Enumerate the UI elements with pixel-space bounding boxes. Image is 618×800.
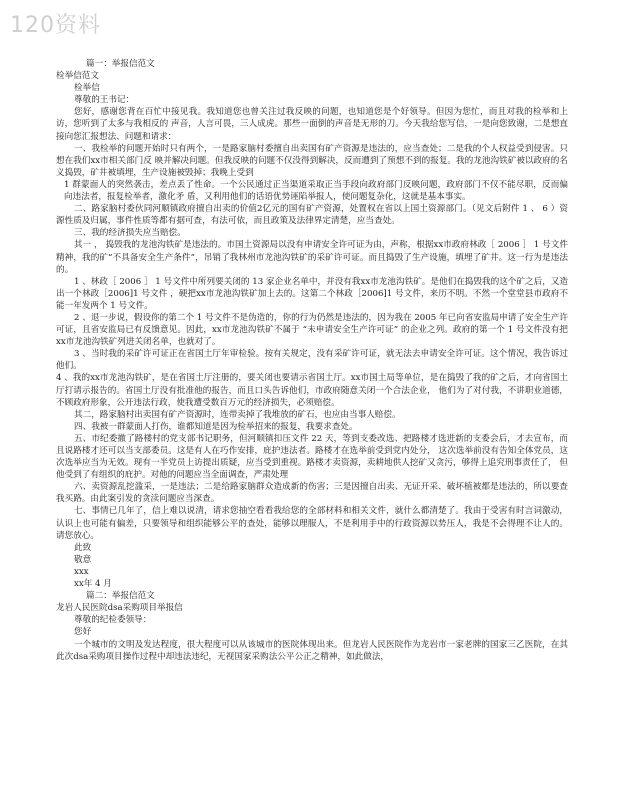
paragraph: 一个城市的文明及发达程度，很大程度可以从该城市的医院体现出来。但龙岩人民医院作为龙岩市一家老牌的国家三乙医院，在其此次dsa采购项目操作过程中却违法违纪，无视国家采购法公平公正之精神，如此做法， <box>56 639 568 662</box>
paragraph: 龙岩人民医院dsa采购项目举报信 <box>56 603 183 614</box>
paragraph: 4 、我的xx市龙池沟铁矿，是在省国土厅注册的，要关闭也要请示省国土厅。xx市国土局等单位，是在捣毁了我的矿之后，才向省国土厅打请示报告的。省国土厅没有批准他的报告，而且口头告诉他们，市政府随意关闭一个合法企业， 他们为了对付我，不讲职业道德，不顾政府形象，公开违法行政，使我遭受数百万元的经济损失，必须赔偿。 <box>56 373 568 408</box>
paragraph: 1 群蒙面人的突然袭击，差点丢了性命。一个公民通过正当渠道采取正当手段向政府部门反映问题，政府部门不仅不能尽职，反而偏向违法者，报复检举者，激化矛 盾，又利用他们的话语优势诬陷举报人，使问题复杂化，这就是基本事实。 <box>64 179 568 203</box>
paragraph: 您好，感谢您背在百忙中接见我。我知道您也曾关注过我反映的问题，也知道您是个好领导。但因为您忙，而且对我的检举和上访，您听到了太多与我相反的 声音，人言可畏，三人成虎。那些一面倒的声音是无形的刀。今天我给您写信，一是向您致谢，二是想直接向您汇报想法、问题和请求： <box>56 107 568 142</box>
paragraph: 其一 ， 捣毁我的龙池沟铁矿是违法的。市国土资源局以没有申请安全许可证为由，声称，根据xx市政府林政［ 2006 ］ 1 号文件精神，我的矿“不具备安全生产条件”，吊销了我林州市龙池沟铁矿的采矿许可证。而且捣毁了生产设施，填埋了矿井。这一行为是违法的。 <box>56 240 568 275</box>
paragraph: 2 、退一步说，假设你的第二个 1 号文件不是伪造的，你的行为仍然是违法的，因为我在 2005 年已向省安监局申请了安全生产许可证，且省安监局已有反馈意见。因此，xx市龙池沟铁矿不属于 “未申请安全生产许可证” 的企业之列。政府的第一个 1 号文件没有把xx市龙池沟铁矿列进关闭名单，也就对了。 <box>56 312 568 348</box>
paragraph: xxx <box>74 566 89 577</box>
document-body <box>56 58 568 663</box>
paragraph: 六、卖资源乱挖滥采，一是违法；二是给路家脑群众造成新的伤害；三是因擅自出卖、无证开采、破坏植被都是违法的，所以要查我买路。由此案引发的贪渎问题应当深查。 <box>56 482 568 505</box>
paragraph: 三、我的经济损失应当赔偿。 <box>74 228 186 239</box>
paragraph: 二、路家脑村委伙同河顺镇政府擅自出卖的价值2亿元的国有矿产资源，处置权在省以上国土资源部门。（见文后附件 1 、 6 ）资源性质及归属，事件性质等都有据可查，有法可依，而且政策及法律界定清楚，应当查处。 <box>56 204 568 227</box>
paragraph: 一、我检举的问题开始时只有两个，一是路家脑村委擅自出卖国有矿产资源是违法的，应当查处；二是我的个人权益受到侵害。只想在我们xx市相关部门反 映并解决问题。但我反映的问题不仅没得到解决，反而遭到了预想不到的报复。我的龙池沟铁矿被以政府的名义捣毁，矿井被填埋，生产设施被毁掉；我晚上受到 <box>56 143 568 178</box>
paragraph: 此致 <box>74 542 92 553</box>
paragraph: 检举信 <box>74 83 100 94</box>
paragraph: 五、市纪委撤了路楼村的党支部书记职务，但河顺镇扣压文件 22 天，等到支委改选、把路楼才选进新的支委会后，才去宣布，而且说路楼才还可以当支部委员。这是有人在巧作安排，庇护违法者。路楼才在选举前受到党内处分， 这次选举前没有告知全体党员，这次选举应当为无效。现有一半党员上访提出质疑，应当受到重视。路楼才卖资源，卖耕地供人挖矿又贪污，够得上追究刑事责任了， 但他受到了有组织的庇护。对他的问题应当全面调查，严肃处理 <box>56 433 568 481</box>
paragraph: 七、事情已几年了，信上难以说清，请求您抽空看看我给您的全部材料和相关文件，就什么都清楚了。我由于受害有时言词激动，认识上也可能有偏差，只要领导和组织能够公平的查处，能够以理服人，不是利用手中的行政资源以势压人，我是不会得理不让人的。请您放心。 <box>56 506 568 541</box>
paragraph: 敬意 <box>74 554 92 565</box>
paragraph: xx年 4 月 <box>74 579 112 590</box>
paragraph: 篇二：举报信范文 <box>86 591 155 602</box>
paragraph: 检举信范文 <box>56 71 99 82</box>
paragraph: 四、我被一群蒙面人打伤，谁都知道是因为检举招来的报复，我要求查处。 <box>74 421 358 432</box>
paragraph: 其二，路家脑村出卖国有矿产资源时，连带卖掉了我堆放的矿石，也应由当事人赔偿。 <box>74 409 401 420</box>
paragraph: 您好 <box>74 627 92 638</box>
paragraph: 尊敬的王书记： <box>74 95 135 106</box>
paragraph: 1 、林政［ 2006 ］ 1 号文件中所列要关闭的 13 家企业名单中，并没有我xx市龙池沟铁矿。是他们在捣毁我的这个矿之后，又造出一个林政［2006]1 号文件 ，硬把xx市龙池沟铁矿加上去的。这第二个林政［2006]1 号文件，来历不明。不然一个堂堂县市政府不能一年发两个 1 号文件。 <box>56 276 568 311</box>
paragraph: 尊敬的纪检委领导： <box>74 615 152 626</box>
watermark-logo: 120资料 <box>10 13 101 38</box>
paragraph: 篇一：举报信范文 <box>86 59 155 69</box>
paragraph: 3 、当时我的采矿许可证正在省国土厅年审检验。按有关规定，没有采矿许可证，就无法去申请安全许可证。这个情况，我告诉过他们。 <box>56 349 568 372</box>
